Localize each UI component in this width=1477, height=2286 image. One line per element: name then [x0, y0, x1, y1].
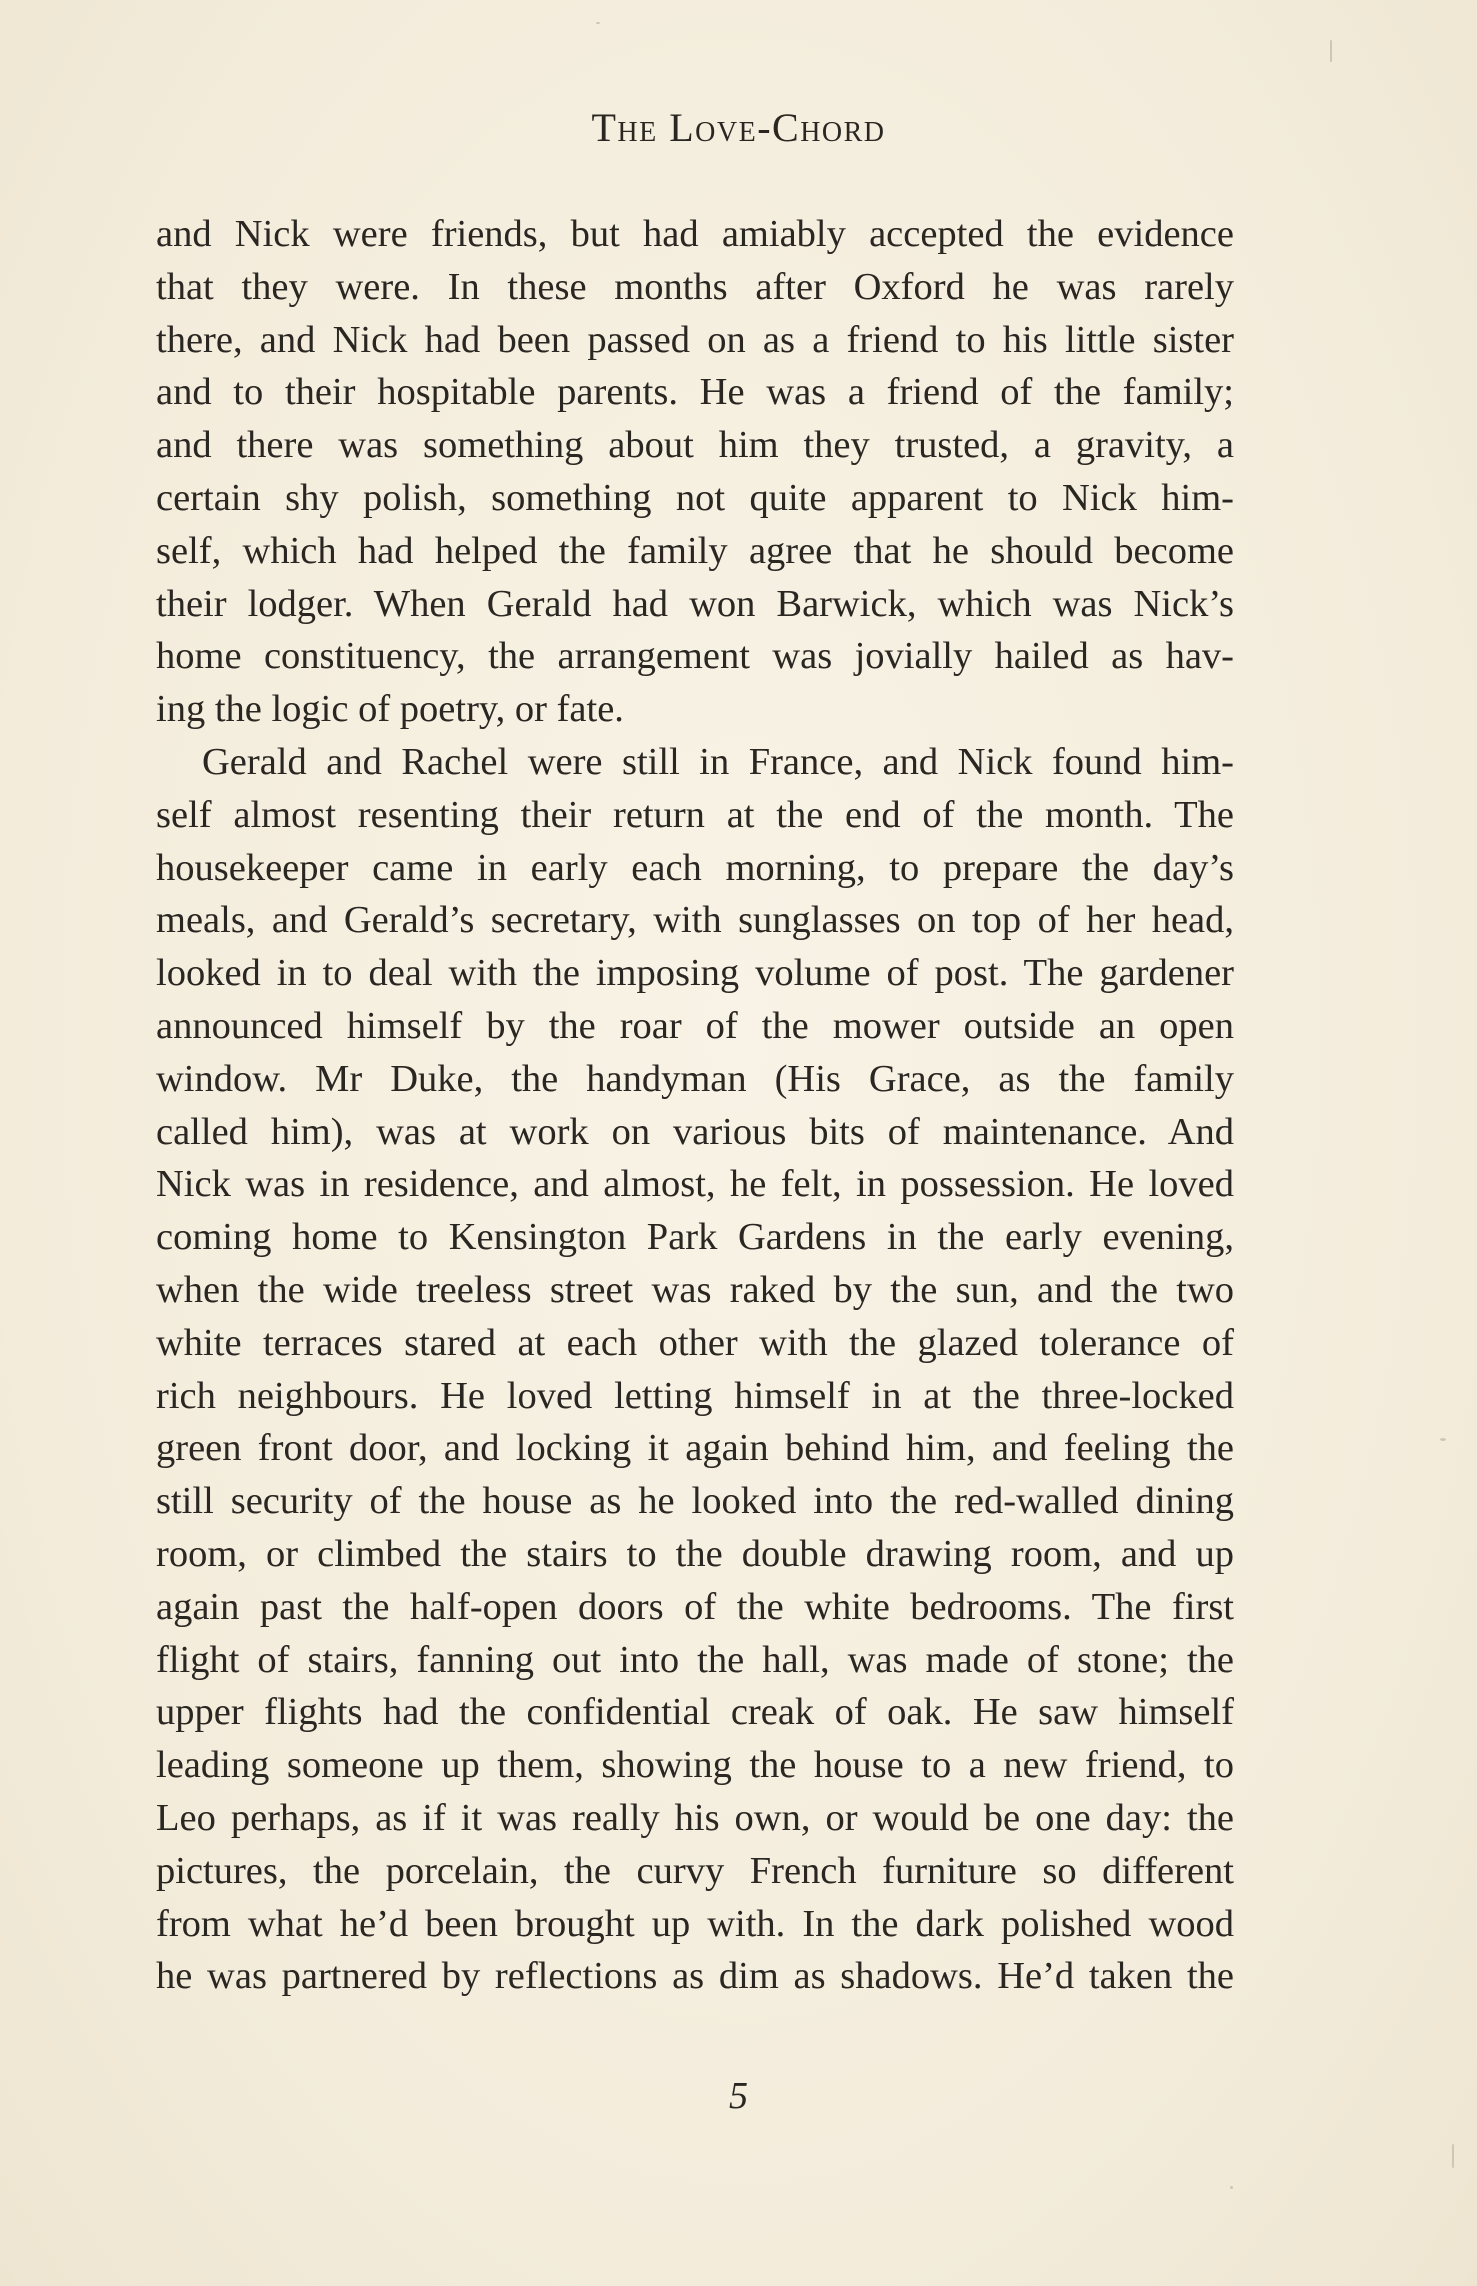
text-line: still security of the house as he looked into the red-walled dining [156, 1480, 1234, 1523]
text-line: called him), was at work on various bits of maintenance. And [156, 1110, 1234, 1153]
paper-speck [596, 22, 600, 24]
paragraph [156, 736, 1234, 2003]
running-head: The Love-Chord [591, 105, 886, 150]
text-line: coming home to Kensington Park Gardens in the early evening, [156, 1216, 1234, 1259]
text-line: he was partnered by reflections as dim as shadows. He’d taken the [156, 1955, 1234, 1998]
text-line: window. Mr Duke, the handyman (His Grace, as the family [156, 1057, 1234, 1100]
text-line: pictures, the porcelain, the curvy French furniture so different [156, 1849, 1234, 1892]
text-line: green front door, and locking it again behind him, and feeling the [156, 1427, 1234, 1470]
paper-speck [1440, 1438, 1446, 1441]
text-line: from what he’d been brought up with. In the dark polished wood [156, 1902, 1234, 1945]
text-line: housekeeper came in early each morning, to prepare the day’s [156, 846, 1234, 889]
text-line: upper flights had the confidential creak of oak. He saw himself [156, 1691, 1234, 1734]
text-line: and to their hospitable parents. He was a friend of the family; [156, 371, 1234, 414]
page-number: 5 [729, 2075, 748, 2117]
text-line: white terraces stared at each other with the glazed tolerance of [156, 1321, 1234, 1364]
text-line: meals, and Gerald’s secretary, with sunglasses on top of her head, [156, 899, 1234, 942]
text-line: rich neighbours. He loved letting himself in at the three-locked [156, 1374, 1234, 1417]
text-line: and there was something about him they trusted, a gravity, a [156, 424, 1234, 467]
text-line: flight of stairs, fanning out into the hall, was made of stone; the [156, 1638, 1234, 1681]
text-line: when the wide treeless street was raked by the sun, and the two [156, 1268, 1234, 1311]
text-line: their lodger. When Gerald had won Barwick, which was Nick’s [156, 582, 1234, 625]
text-line: that they were. In these months after Oxford he was rarely [156, 265, 1234, 308]
text-line: certain shy polish, something not quite apparent to Nick him- [156, 476, 1234, 519]
paper-speck [1452, 2144, 1454, 2168]
text-line: looked in to deal with the imposing volume of post. The gardener [156, 952, 1234, 995]
text-line: ing the logic of poetry, or fate. [156, 688, 624, 731]
text-line: room, or climbed the stairs to the double drawing room, and up [156, 1532, 1234, 1575]
text-line: self almost resenting their return at the end of the month. The [156, 793, 1234, 836]
text-line: and Nick were friends, but had amiably accepted the evidence [156, 213, 1234, 255]
text-line: again past the half-open doors of the white bedrooms. The first [156, 1585, 1234, 1628]
body-text [156, 208, 1234, 2003]
paragraph [156, 208, 1234, 736]
text-line: Nick was in residence, and almost, he felt, in possession. He loved [156, 1163, 1234, 1206]
text-line: announced himself by the roar of the mower outside an open [156, 1004, 1234, 1047]
paper-speck [1230, 2186, 1233, 2189]
text-line: leading someone up them, showing the house to a new friend, to [156, 1744, 1234, 1787]
text-line: Leo perhaps, as if it was really his own, or would be one day: the [156, 1796, 1234, 1839]
text-line: home constituency, the arrangement was jovially hailed as hav- [156, 635, 1234, 678]
paper-speck [1330, 40, 1332, 62]
text-line: there, and Nick had been passed on as a friend to his little sister [156, 318, 1234, 361]
text-line: Gerald and Rachel were still in France, and Nick found him- [202, 740, 1234, 783]
text-line: self, which had helped the family agree that he should become [156, 529, 1234, 572]
